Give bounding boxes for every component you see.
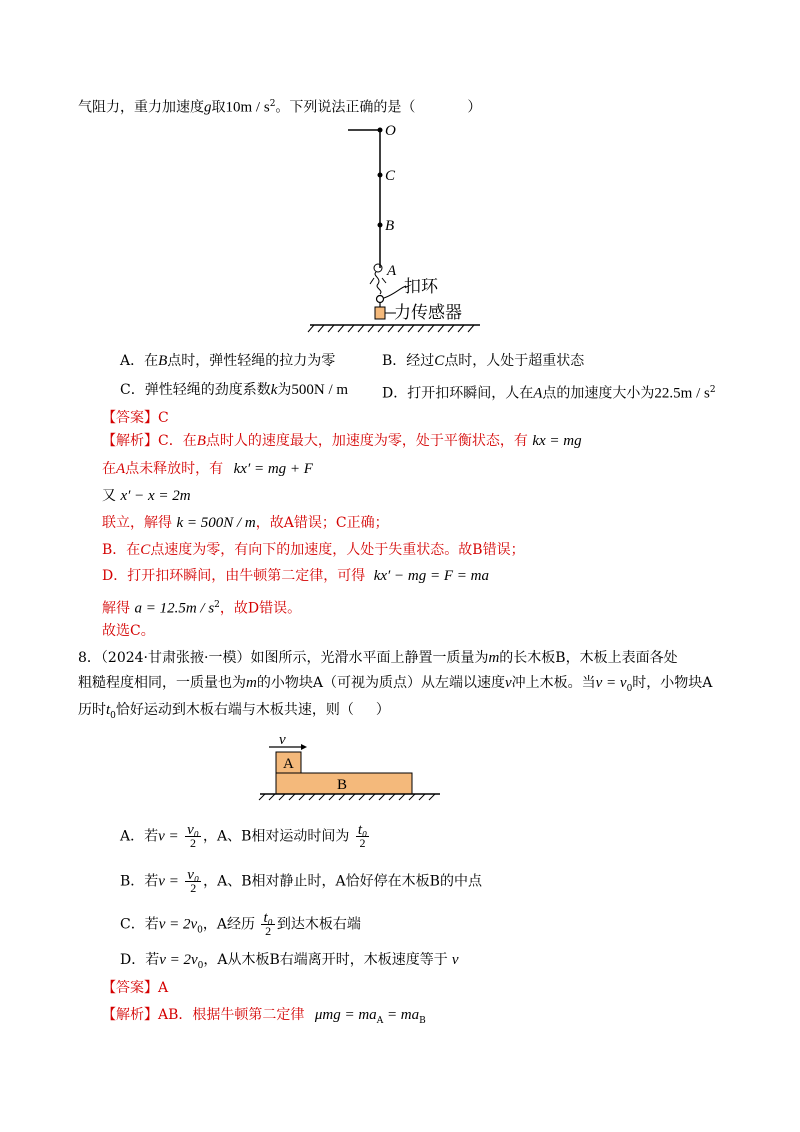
q8-option-a: A．若v = $\frac{\text{v₀}}{2}$ ，A、B相对运动时间为 $\frac{\text{t₀}}{2}$ [120, 822, 368, 850]
q7-analysis-l5: B．在C点速度为零，有向下的加速度，人处于失重状态。故B错误； [102, 542, 525, 558]
label-o: O [385, 123, 396, 139]
ground-hatch [308, 325, 474, 332]
q7-analysis-l1: 【解析】C．在B点时人的速度最大，加速度为零，处于平衡状态，有 kx = mg [102, 433, 582, 449]
point-o [378, 128, 383, 133]
q8-option-b: B．若v = $\frac{\text{v₀}}{2}$ ，A、B相对静止时，A恰好停在木板B的中点 [120, 867, 482, 895]
person-icon [370, 264, 386, 294]
point-b [378, 223, 383, 228]
q7-answer: 【答案】C [102, 410, 169, 426]
q7-analysis-l2: 在A点未释放时，有 kx′ = mg + F [102, 461, 313, 477]
q7-option-d: D．打开扣环瞬间，人在A点的加速度大小为$22.5m / s^2$ [382, 385, 716, 402]
velocity-label: v [279, 732, 286, 748]
intro-line: 气阻力，重力加速度g取$10m / s^2$。下列说法正确的是（ ） [78, 99, 482, 116]
label-b: B [385, 218, 395, 234]
arrow-head-icon [301, 744, 307, 750]
q8-answer: 【答案】A [102, 980, 169, 996]
q7-analysis-l6: D．打开扣环瞬间，由牛顿第二定律，可得 kx′ − mg = F = ma [102, 568, 489, 584]
board-b-label: B [337, 777, 348, 793]
q7-option-c: C．弹性轻绳的劲度系数k为500N / m [120, 382, 349, 398]
board-diagram [255, 730, 445, 802]
sensor-box [375, 307, 385, 319]
label-a: A [387, 263, 397, 279]
q7-analysis-l7: 解得 $a = 12.5m / s^2$，故D错误。 [102, 600, 302, 617]
q7-option-b: B．经过C点时，人处于超重状态 [382, 353, 585, 369]
ring-label: 扣环 [404, 277, 438, 296]
ring-pointer [384, 286, 406, 298]
q8-stem-line3: 历时$t_0$恰好运动到木板右端与木板共速，则（ ） [78, 702, 390, 721]
q7-option-a: A．在B点时，弹性轻绳的拉力为零 [120, 353, 336, 369]
bungee-diagram [300, 118, 490, 340]
ring-icon [377, 296, 384, 303]
q7-analysis-l8: 故选C。 [102, 623, 155, 639]
point-c [378, 173, 383, 178]
sensor-label: 力传感器 [394, 303, 462, 322]
block-a-label: A [283, 756, 294, 772]
q8-stem-line1: 8．（2024·甘肃张掖·一模）如图所示，光滑水平面上静置一质量为m的长木板B，木板上表面各处 [78, 650, 678, 666]
q8-stem-line2: 粗糙程度相同，一质量也为m的小物块A（可视为质点）从左端以速度v冲上木板。当$v = v_0$时，小物块A [78, 675, 713, 694]
q7-analysis-l4: 联立，解得 k = 500N / m，故A错误；C正确； [102, 515, 389, 531]
q7-analysis-l3: 又 x′ − x = 2m [102, 488, 191, 504]
ground-hatch-2 [259, 794, 435, 800]
q8-option-c: C．若$v = 2v_0$，A经历 $\frac{\text{t₀}}{2}$ 到达木板右端 [120, 910, 361, 938]
label-c: C [385, 168, 396, 184]
q8-option-d: D．若$v = 2v_0$，A从木板B右端离开时，木板速度等于 v [120, 952, 459, 971]
q8-analysis: 【解析】AB．根据牛顿第二定律 $\mu mg = ma_A = ma_B$ [102, 1007, 426, 1026]
